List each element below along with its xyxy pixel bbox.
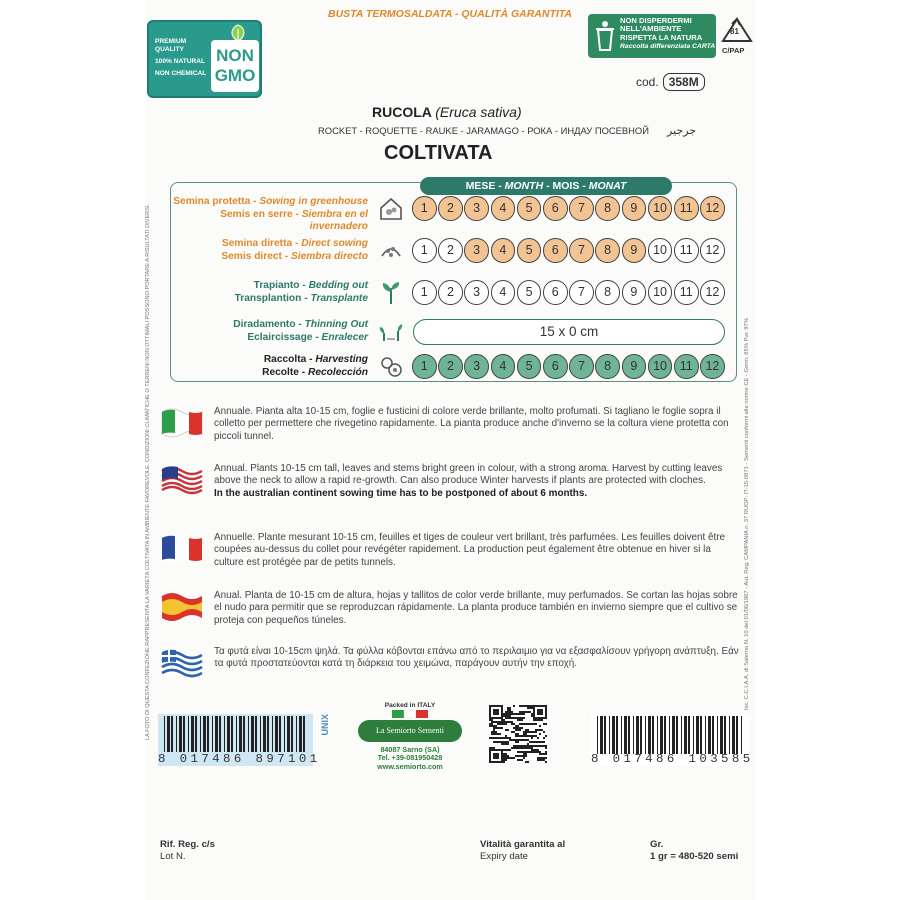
greenhouse-icon bbox=[378, 196, 404, 222]
month-circle: 7 bbox=[569, 280, 594, 305]
label-italian: Diradamento bbox=[233, 319, 296, 330]
non-text: NON bbox=[216, 46, 254, 65]
month-circle: 11 bbox=[674, 238, 699, 263]
month-circle: 1 bbox=[412, 280, 437, 305]
packet-header-title: BUSTA TERMOSALDATA - QUALITÀ GARANTITA bbox=[328, 8, 572, 20]
italy-flag-icon bbox=[160, 406, 203, 438]
non-gmo-badge bbox=[147, 20, 262, 98]
calendar-row-label bbox=[170, 238, 368, 263]
label-french: Recolte bbox=[262, 366, 299, 378]
month-circle: 12 bbox=[700, 196, 725, 221]
month-circle: 6 bbox=[543, 196, 568, 221]
company-address bbox=[352, 746, 468, 771]
month-circle: 2 bbox=[438, 196, 463, 221]
description-english-text: Annual. Plants 10-15 cm tall, leaves and stems bright green in colour, with a strong aroma. Harvest by cutting leaves above the neck to allow a rapid re-growth. Can also produce Winter harvests if plants are protected with cloches. bbox=[214, 463, 723, 487]
month-circle: 6 bbox=[543, 354, 568, 379]
registration-info bbox=[160, 839, 215, 862]
month-circle: 12 bbox=[700, 280, 725, 305]
row-label-line2: Eclaircissage - Enralecer bbox=[247, 331, 368, 343]
company-city: 84087 Sarno (SA) bbox=[380, 745, 440, 754]
product-latin-name: (Eruca sativa) bbox=[435, 104, 522, 120]
month-de: MONAT bbox=[588, 180, 627, 192]
product-arabic-name: جرجير bbox=[667, 125, 697, 137]
row-label-line2: Semis en serre - Siembra en el invernadero bbox=[220, 208, 368, 232]
label-english: Bedding out bbox=[308, 280, 368, 291]
month-circle: 8 bbox=[595, 280, 620, 305]
month-circle: 10 bbox=[648, 354, 673, 379]
month-circle: 3 bbox=[464, 354, 489, 379]
row-label-line2: Transplantion - Transplante bbox=[234, 292, 368, 304]
calendar-row-label bbox=[170, 280, 368, 305]
row-label-line2: Semis direct - Siembra directo bbox=[221, 250, 368, 262]
qr-code bbox=[489, 705, 547, 763]
recycle-line: NON DISPERDERMI bbox=[620, 16, 692, 25]
expiry-label: Expiry date bbox=[480, 850, 528, 862]
thinning-spacing: 15 x 0 cm bbox=[413, 319, 725, 345]
month-circle: 7 bbox=[569, 238, 594, 263]
label-italian: Semina diretta bbox=[221, 238, 293, 249]
recycle-line: RISPETTA LA NATURA bbox=[620, 32, 703, 42]
month-circle: 9 bbox=[622, 280, 647, 305]
month-circle: 2 bbox=[438, 280, 463, 305]
description-english bbox=[214, 463, 739, 500]
month-circles bbox=[412, 196, 732, 222]
expiry-info bbox=[480, 839, 565, 862]
month-circle: 11 bbox=[674, 280, 699, 305]
month-circle: 3 bbox=[464, 238, 489, 263]
calendar-row-label bbox=[170, 354, 368, 379]
month-circle: 1 bbox=[412, 238, 437, 263]
badge-feature: NON CHEMICAL bbox=[155, 70, 207, 77]
month-circle: 10 bbox=[648, 280, 673, 305]
france-flag-icon bbox=[160, 532, 203, 564]
recycle-code: C/PAP bbox=[722, 46, 745, 55]
badge-feature: PREMIUM QUALITY bbox=[155, 38, 187, 53]
month-circle: 7 bbox=[569, 196, 594, 221]
label-french: Semis en serre bbox=[220, 208, 293, 220]
gr-label: Gr. bbox=[650, 839, 664, 850]
vitalita-label: Vitalità garantita al bbox=[480, 839, 566, 850]
month-circle: 5 bbox=[517, 280, 542, 305]
trash-bin-icon bbox=[594, 20, 616, 52]
label-english: Harvesting bbox=[315, 354, 368, 365]
recycle-box bbox=[588, 14, 716, 58]
label-english: Thinning Out bbox=[304, 319, 368, 330]
description-italian: Annuale. Pianta alta 10-15 cm, foglie e fusticini di colore verde brillante, molto profumati. Si tagliano le foglie sopra il colletto per permettere che rivegetino rapidamente. La pianta produce anche d'inverno se la coltura viene protetta con piccoli tunnel. bbox=[214, 406, 729, 442]
italy-ribbon-icon bbox=[392, 710, 428, 718]
month-circle: 11 bbox=[674, 354, 699, 379]
month-circle: 4 bbox=[491, 280, 516, 305]
thinning-icon bbox=[378, 319, 404, 345]
side-registration: Isc. C.C.I.A.A. di Salerno N. 10 del 01/06/1987 - Aut. Reg. CAMPANIA n. 37 RUOP: IT-15-0871 - Sementi conformi alle norme CE - Germ. 85% Pur. 97% bbox=[744, 318, 750, 710]
month-circle: 9 bbox=[622, 354, 647, 379]
month-circle: 4 bbox=[491, 196, 516, 221]
description-english-note: In the australian continent sowing time has to be postponed of about 6 months. bbox=[214, 487, 588, 499]
product-code bbox=[636, 73, 705, 91]
row-label-line2: Recolte - Recolección bbox=[262, 366, 368, 378]
month-circles bbox=[412, 280, 732, 306]
recycle-notice bbox=[588, 14, 758, 60]
month-circle: 8 bbox=[595, 238, 620, 263]
description-french: Annuelle. Plante mesurant 10-15 cm, feuilles et tiges de couleur vert brillant, très parfumées. Les feuilles doivent être coupées au-dessus du collet pour revégéter rapidement. La production peut également être obtenue en hiver si la culture est protégée par de petits tunnels. bbox=[214, 532, 726, 568]
month-circle: 10 bbox=[648, 196, 673, 221]
calendar-row-label bbox=[170, 319, 368, 344]
code-value: 358M bbox=[663, 73, 705, 91]
month-circle: 10 bbox=[648, 238, 673, 263]
recycle-text-main bbox=[620, 17, 702, 42]
company-info bbox=[352, 702, 468, 772]
gmo-text: GMO bbox=[214, 66, 256, 85]
description-spanish: Anual. Planta de 10-15 cm de altura, hojas y tallitos de color verde brillante, muy perfumados. Se cortan las hojas sobre el nudo para permitir que se reproduzcan rápidamente. La planta produce también en invierno siempre que el cultivo se proteja con pequeños túneles. bbox=[214, 590, 738, 626]
month-circle: 3 bbox=[464, 280, 489, 305]
greece-flag-icon bbox=[160, 646, 203, 678]
label-spanish: Transplante bbox=[310, 292, 368, 304]
month-circles bbox=[412, 238, 732, 264]
label-spanish: Siembra directo bbox=[291, 250, 368, 262]
badge-feature: 100% NATURAL bbox=[155, 58, 206, 65]
month-circle: 2 bbox=[438, 238, 463, 263]
packed-in-italy: Packed in ITALY bbox=[384, 702, 436, 709]
side-disclaimer: LA FOTO DI QUESTA CONFEZIONE RAPPRESENTA LA VARIETÀ COLTIVATA IN AMBIENTE FAVOREVOLE. CONDIZIONI CLIMATICHE O TERRENI NON OTTIMALI POSSONO PORTARE A RISULTATI DIVERSI. bbox=[145, 203, 151, 740]
label-spanish: Enralecer bbox=[321, 331, 368, 343]
company-logo: La Semiorto Sementi bbox=[358, 720, 462, 742]
usa-flag-icon bbox=[160, 463, 203, 495]
recycle-line: NELL'AMBIENTE bbox=[620, 24, 682, 34]
month-circle: 11 bbox=[674, 196, 699, 221]
label-spanish: Siembra en el invernadero bbox=[301, 208, 368, 232]
seeds-per-gram: 1 gr = 480-520 semi bbox=[650, 850, 739, 862]
recycle-line-small: Raccolta differenziata CARTA bbox=[620, 43, 716, 50]
company-website: www.semiorto.com bbox=[377, 761, 443, 771]
label-french: Semis direct bbox=[221, 250, 282, 262]
month-circle: 4 bbox=[491, 354, 516, 379]
barcode-left bbox=[158, 714, 313, 752]
month-circle: 8 bbox=[595, 354, 620, 379]
month-en: MONTH bbox=[504, 180, 544, 192]
month-circle: 1 bbox=[412, 196, 437, 221]
label-italian: Semina protetta bbox=[173, 196, 251, 207]
lot-label: Lot N. bbox=[160, 850, 186, 862]
barcode-right-number: 8 017486 103585 bbox=[591, 752, 754, 766]
label-french: Eclaircissage bbox=[247, 331, 313, 343]
row-label-line1: Semina diretta - Direct sowing bbox=[221, 238, 368, 249]
month-fr: MOIS bbox=[552, 180, 580, 192]
label-french: Transplantion bbox=[234, 292, 302, 304]
month-circle: 2 bbox=[438, 354, 463, 379]
spain-flag-icon bbox=[160, 590, 203, 622]
month-circle: 5 bbox=[517, 238, 542, 263]
label-english: Sowing in greenhouse bbox=[259, 196, 368, 207]
calendar-month-header: MESE - MONTH - MOIS - MONAT bbox=[420, 177, 672, 195]
rif-reg-label: Rif. Reg. c/s bbox=[160, 839, 215, 850]
month-circle: 6 bbox=[543, 238, 568, 263]
month-circle: 7 bbox=[569, 354, 594, 379]
barcode-left-number: 8 017486 897101 bbox=[158, 752, 321, 766]
non-gmo-label bbox=[211, 40, 259, 92]
product-common-name: RUCOLA bbox=[372, 104, 432, 120]
product-translations: ROCKET - ROQUETTE - RAUKE - JARAMAGO - РОКА - ИНДАУ ПОСЕВНОЙ bbox=[318, 125, 649, 136]
harvest-icon bbox=[378, 354, 404, 380]
recycle-number: 81 bbox=[730, 27, 739, 36]
month-circle: 9 bbox=[622, 238, 647, 263]
month-circle: 12 bbox=[700, 238, 725, 263]
row-label-line1: Raccolta - Harvesting bbox=[263, 354, 368, 365]
month-circle: 4 bbox=[491, 238, 516, 263]
month-circle: 5 bbox=[517, 196, 542, 221]
description-greek: Τα φυτά είναι 10-15cm ψηλά. Τα φύλλα κόβονται επάνω από το περιλαιμιο για να εξασφαλίσουν γρήγορη ανάπτυξη. Εάν τα φυτά προστατεύονται κατά τη διάρκεια του χειμώνα, παράγουν αυτήν την εποχή. bbox=[214, 646, 739, 670]
badge-feature-list bbox=[155, 38, 213, 82]
month-circles bbox=[412, 354, 732, 380]
label-italian: Raccolta bbox=[263, 354, 307, 365]
month-circle: 1 bbox=[412, 354, 437, 379]
paper-recycling-mark bbox=[720, 16, 754, 58]
code-label: cod. bbox=[636, 75, 659, 89]
month-circle: 3 bbox=[464, 196, 489, 221]
product-name bbox=[372, 104, 522, 120]
company-phone: Tel. +39-081950428 bbox=[377, 753, 443, 763]
seedling-icon bbox=[378, 280, 404, 306]
row-label-line1: Diradamento - Thinning Out bbox=[233, 319, 368, 330]
seed-weight-info bbox=[650, 839, 738, 862]
unix-label: UNIX bbox=[320, 714, 330, 736]
month-it: MESE bbox=[465, 180, 496, 192]
month-circle: 12 bbox=[700, 354, 725, 379]
seed-sowing-icon bbox=[378, 238, 404, 264]
row-label-line1: Trapianto - Bedding out bbox=[253, 280, 368, 291]
label-italian: Trapianto bbox=[253, 280, 300, 291]
row-label-line1: Semina protetta - Sowing in greenhouse bbox=[173, 196, 368, 207]
label-spanish: Recolección bbox=[307, 366, 368, 378]
label-english: Direct sowing bbox=[301, 238, 368, 249]
month-circle: 8 bbox=[595, 196, 620, 221]
month-circle: 5 bbox=[517, 354, 542, 379]
barcode-right bbox=[591, 714, 749, 754]
month-circle: 9 bbox=[622, 196, 647, 221]
product-variety: COLTIVATA bbox=[384, 142, 493, 164]
month-circle: 6 bbox=[543, 280, 568, 305]
calendar-row-label bbox=[170, 196, 368, 234]
